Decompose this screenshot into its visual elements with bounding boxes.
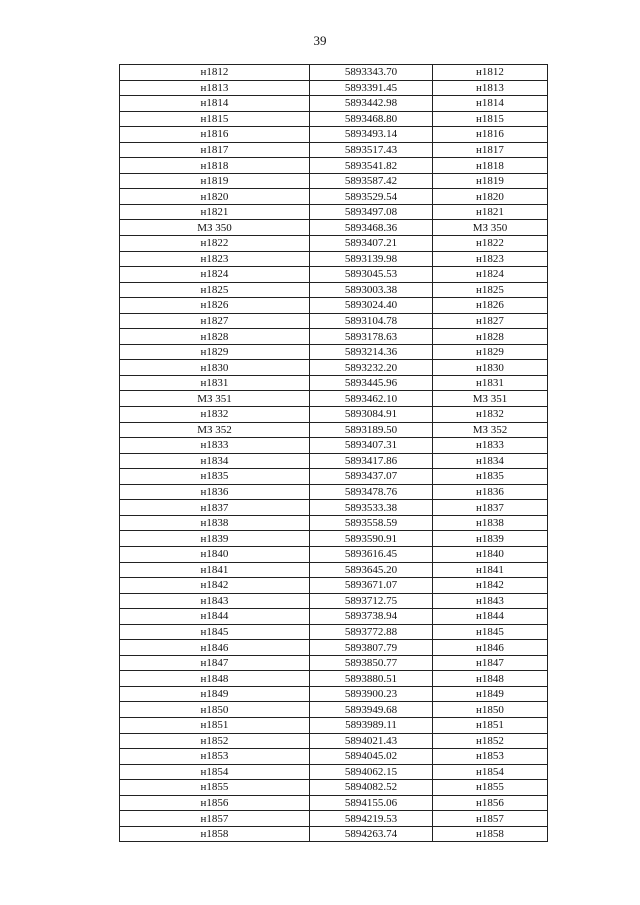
coordinate-cell: 5893478.76 [310, 484, 433, 500]
table-row [120, 344, 548, 360]
coordinate-cell: 5893738.94 [310, 609, 433, 625]
point-id-cell: н1841 [120, 562, 310, 578]
table-row [120, 686, 548, 702]
point-id-cell: н1853 [120, 749, 310, 765]
point-id-cell: н1833 [120, 438, 310, 454]
coordinate-cell: 5893517.43 [310, 142, 433, 158]
point-id-cell: н1816 [120, 127, 310, 143]
table-row [120, 267, 548, 283]
coordinate-cell: 5893989.11 [310, 717, 433, 733]
point-id-repeat-cell: н1830 [433, 360, 548, 376]
table-row [120, 515, 548, 531]
point-id-repeat-cell: н1846 [433, 640, 548, 656]
table-row [120, 826, 548, 842]
coordinate-cell: 5893407.31 [310, 438, 433, 454]
point-id-repeat-cell: н1857 [433, 811, 548, 827]
table-row [120, 484, 548, 500]
point-id-cell: н1852 [120, 733, 310, 749]
coordinate-cell: 5894045.02 [310, 749, 433, 765]
table-row [120, 811, 548, 827]
table-row [120, 640, 548, 656]
point-id-repeat-cell: н1838 [433, 515, 548, 531]
point-id-cell: н1817 [120, 142, 310, 158]
point-id-repeat-cell: н1847 [433, 655, 548, 671]
point-id-repeat-cell: н1817 [433, 142, 548, 158]
point-id-cell: н1858 [120, 826, 310, 842]
point-id-repeat-cell: н1844 [433, 609, 548, 625]
coordinate-cell: 5893462.10 [310, 391, 433, 407]
table-row [120, 531, 548, 547]
table-row [120, 702, 548, 718]
coordinate-cell: 5893343.70 [310, 65, 433, 81]
table-row [120, 127, 548, 143]
coordinate-cell: 5894219.53 [310, 811, 433, 827]
table-row [120, 282, 548, 298]
coordinate-cell: 5893671.07 [310, 578, 433, 594]
table-row [120, 764, 548, 780]
page-number: 39 [313, 33, 327, 48]
coordinate-cell: 5893445.96 [310, 375, 433, 391]
point-id-repeat-cell: н1858 [433, 826, 548, 842]
coordinate-cell: 5893900.23 [310, 686, 433, 702]
point-id-cell: н1840 [120, 546, 310, 562]
point-id-repeat-cell: н1853 [433, 749, 548, 765]
coordinates-table [119, 64, 548, 842]
point-id-repeat-cell: н1851 [433, 717, 548, 733]
coordinate-cell: 5894263.74 [310, 826, 433, 842]
point-id-cell: н1814 [120, 96, 310, 112]
table-row [120, 375, 548, 391]
point-id-repeat-cell: н1845 [433, 624, 548, 640]
point-id-repeat-cell: н1813 [433, 80, 548, 96]
coordinate-cell: 5893558.59 [310, 515, 433, 531]
point-id-cell: н1846 [120, 640, 310, 656]
point-id-cell: н1819 [120, 173, 310, 189]
coordinate-cell: 5893232.20 [310, 360, 433, 376]
table-row [120, 655, 548, 671]
point-id-repeat-cell: н1841 [433, 562, 548, 578]
point-id-repeat-cell: н1829 [433, 344, 548, 360]
point-id-repeat-cell: н1821 [433, 204, 548, 220]
point-id-repeat-cell: н1826 [433, 298, 548, 314]
table-row [120, 422, 548, 438]
point-id-cell: н1831 [120, 375, 310, 391]
coordinate-cell: 5893533.38 [310, 500, 433, 516]
point-id-cell: н1839 [120, 531, 310, 547]
coordinates-table-body [120, 65, 548, 842]
point-id-repeat-cell: н1820 [433, 189, 548, 205]
point-id-cell: н1848 [120, 671, 310, 687]
point-id-repeat-cell: н1828 [433, 329, 548, 345]
point-id-cell: н1849 [120, 686, 310, 702]
table-row [120, 236, 548, 252]
coordinate-cell: 5893437.07 [310, 469, 433, 485]
point-id-cell: н1832 [120, 407, 310, 423]
point-id-cell: н1825 [120, 282, 310, 298]
point-id-repeat-cell: н1854 [433, 764, 548, 780]
table-row [120, 500, 548, 516]
coordinate-cell: 5893616.45 [310, 546, 433, 562]
point-id-cell: н1855 [120, 780, 310, 796]
coordinate-cell: 5893850.77 [310, 655, 433, 671]
point-id-cell: н1842 [120, 578, 310, 594]
point-id-cell: н1826 [120, 298, 310, 314]
table-row [120, 593, 548, 609]
point-id-repeat-cell: н1856 [433, 795, 548, 811]
table-row [120, 329, 548, 345]
point-id-repeat-cell: н1816 [433, 127, 548, 143]
coordinate-cell: 5893493.14 [310, 127, 433, 143]
table-row [120, 749, 548, 765]
point-id-cell: н1856 [120, 795, 310, 811]
point-id-repeat-cell: н1812 [433, 65, 548, 81]
coordinate-cell: 5894062.15 [310, 764, 433, 780]
coordinate-cell: 5893712.75 [310, 593, 433, 609]
point-id-repeat-cell: н1836 [433, 484, 548, 500]
table-row [120, 578, 548, 594]
coordinate-cell: 5893003.38 [310, 282, 433, 298]
point-id-repeat-cell: н1834 [433, 453, 548, 469]
point-id-cell: н1850 [120, 702, 310, 718]
point-id-repeat-cell: н1852 [433, 733, 548, 749]
coordinate-cell: 5893104.78 [310, 313, 433, 329]
table-row [120, 624, 548, 640]
table-row [120, 733, 548, 749]
point-id-cell: н1844 [120, 609, 310, 625]
point-id-cell: н1827 [120, 313, 310, 329]
point-id-cell: н1821 [120, 204, 310, 220]
point-id-repeat-cell: н1831 [433, 375, 548, 391]
table-row [120, 780, 548, 796]
coordinate-cell: 5893139.98 [310, 251, 433, 267]
table-row [120, 562, 548, 578]
point-id-cell: н1828 [120, 329, 310, 345]
point-id-repeat-cell: МЗ 351 [433, 391, 548, 407]
point-id-repeat-cell: н1825 [433, 282, 548, 298]
coordinate-cell: 5893024.40 [310, 298, 433, 314]
coordinate-cell: 5893807.79 [310, 640, 433, 656]
point-id-repeat-cell: н1814 [433, 96, 548, 112]
table-row [120, 65, 548, 81]
table-row [120, 438, 548, 454]
point-id-repeat-cell: н1842 [433, 578, 548, 594]
point-id-repeat-cell: н1849 [433, 686, 548, 702]
table-row [120, 671, 548, 687]
point-id-cell: н1815 [120, 111, 310, 127]
table-row [120, 298, 548, 314]
table-row [120, 453, 548, 469]
coordinate-cell: 5893590.91 [310, 531, 433, 547]
coordinate-cell: 5893587.42 [310, 173, 433, 189]
point-id-repeat-cell: н1822 [433, 236, 548, 252]
table-row [120, 142, 548, 158]
table-row [120, 158, 548, 174]
point-id-cell: МЗ 352 [120, 422, 310, 438]
point-id-repeat-cell: н1824 [433, 267, 548, 283]
point-id-repeat-cell: н1840 [433, 546, 548, 562]
table-row [120, 391, 548, 407]
coordinate-cell: 5893949.68 [310, 702, 433, 718]
point-id-cell: н1834 [120, 453, 310, 469]
point-id-repeat-cell: н1833 [433, 438, 548, 454]
coordinate-cell: 5893645.20 [310, 562, 433, 578]
coordinate-cell: 5894021.43 [310, 733, 433, 749]
point-id-cell: н1857 [120, 811, 310, 827]
table-row [120, 407, 548, 423]
table-row [120, 204, 548, 220]
point-id-cell: н1854 [120, 764, 310, 780]
point-id-repeat-cell: н1818 [433, 158, 548, 174]
coordinate-cell: 5893084.91 [310, 407, 433, 423]
coordinate-cell: 5893880.51 [310, 671, 433, 687]
point-id-cell: н1829 [120, 344, 310, 360]
point-id-repeat-cell: МЗ 350 [433, 220, 548, 236]
table-row [120, 111, 548, 127]
table-row [120, 80, 548, 96]
point-id-repeat-cell: н1850 [433, 702, 548, 718]
table-row [120, 173, 548, 189]
table-row [120, 546, 548, 562]
point-id-repeat-cell: н1827 [433, 313, 548, 329]
table-row [120, 251, 548, 267]
table-row [120, 469, 548, 485]
point-id-cell: МЗ 351 [120, 391, 310, 407]
coordinate-cell: 5893407.21 [310, 236, 433, 252]
point-id-cell: н1812 [120, 65, 310, 81]
point-id-cell: н1818 [120, 158, 310, 174]
table-row [120, 360, 548, 376]
coordinate-cell: 5893468.36 [310, 220, 433, 236]
point-id-cell: н1820 [120, 189, 310, 205]
coordinate-cell: 5893541.82 [310, 158, 433, 174]
point-id-repeat-cell: н1837 [433, 500, 548, 516]
point-id-cell: н1845 [120, 624, 310, 640]
table-row [120, 96, 548, 112]
coordinate-cell: 5893417.86 [310, 453, 433, 469]
point-id-cell: н1822 [120, 236, 310, 252]
coordinate-cell: 5894155.06 [310, 795, 433, 811]
point-id-cell: МЗ 350 [120, 220, 310, 236]
table-row [120, 609, 548, 625]
point-id-repeat-cell: н1843 [433, 593, 548, 609]
coordinate-cell: 5893391.45 [310, 80, 433, 96]
point-id-cell: н1837 [120, 500, 310, 516]
point-id-cell: н1823 [120, 251, 310, 267]
coordinate-cell: 5893442.98 [310, 96, 433, 112]
point-id-repeat-cell: н1832 [433, 407, 548, 423]
point-id-cell: н1851 [120, 717, 310, 733]
coordinate-cell: 5893214.36 [310, 344, 433, 360]
table-row [120, 795, 548, 811]
coordinate-cell: 5893772.88 [310, 624, 433, 640]
point-id-cell: н1838 [120, 515, 310, 531]
point-id-cell: н1813 [120, 80, 310, 96]
point-id-cell: н1836 [120, 484, 310, 500]
point-id-cell: н1847 [120, 655, 310, 671]
point-id-repeat-cell: МЗ 352 [433, 422, 548, 438]
point-id-cell: н1843 [120, 593, 310, 609]
table-row [120, 189, 548, 205]
point-id-repeat-cell: н1835 [433, 469, 548, 485]
point-id-repeat-cell: н1815 [433, 111, 548, 127]
point-id-cell: н1830 [120, 360, 310, 376]
coordinate-cell: 5893045.53 [310, 267, 433, 283]
point-id-cell: н1824 [120, 267, 310, 283]
coordinate-cell: 5893178.63 [310, 329, 433, 345]
point-id-repeat-cell: н1839 [433, 531, 548, 547]
table-row [120, 717, 548, 733]
coordinate-cell: 5894082.52 [310, 780, 433, 796]
point-id-repeat-cell: н1848 [433, 671, 548, 687]
table-row [120, 220, 548, 236]
point-id-cell: н1835 [120, 469, 310, 485]
coordinate-cell: 5893529.54 [310, 189, 433, 205]
coordinate-cell: 5893189.50 [310, 422, 433, 438]
coordinate-cell: 5893468.80 [310, 111, 433, 127]
coordinate-cell: 5893497.08 [310, 204, 433, 220]
point-id-repeat-cell: н1823 [433, 251, 548, 267]
point-id-repeat-cell: н1855 [433, 780, 548, 796]
table-row [120, 313, 548, 329]
point-id-repeat-cell: н1819 [433, 173, 548, 189]
